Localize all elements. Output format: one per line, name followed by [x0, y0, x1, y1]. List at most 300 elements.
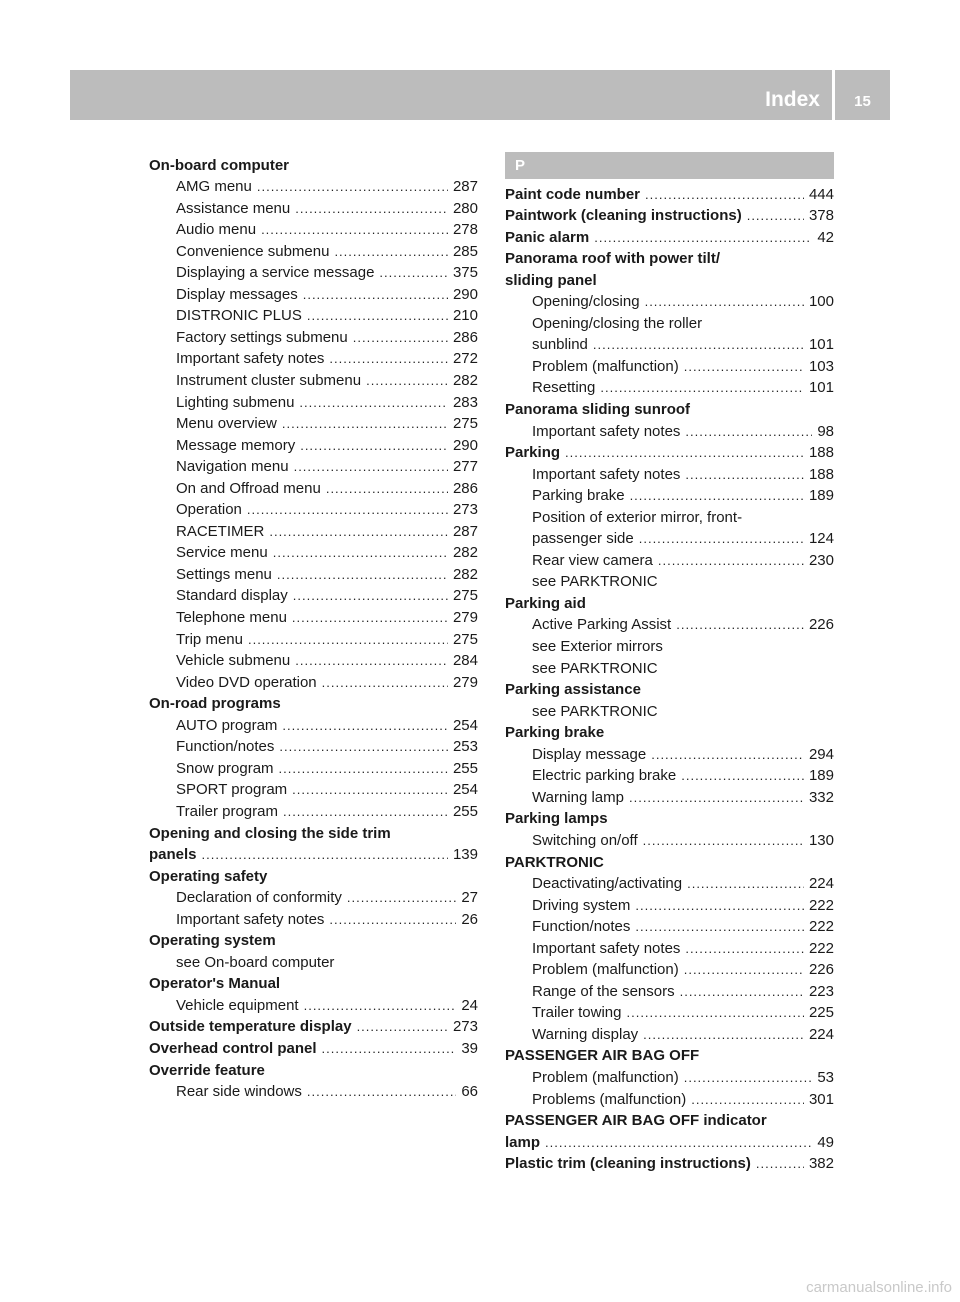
dot-leader — [594, 230, 812, 247]
index-entry — [505, 1087, 834, 1109]
index-entry-page: 188 — [808, 444, 834, 462]
index-entry — [505, 1130, 834, 1152]
dot-leader — [307, 1084, 456, 1101]
index-entry — [505, 419, 834, 441]
index-entry-text: Panorama roof with power tilt/ — [505, 250, 721, 268]
dot-leader — [299, 395, 448, 412]
index-entry — [149, 864, 478, 886]
index-entry-page: 273 — [452, 501, 478, 519]
index-entry-page: 255 — [452, 802, 478, 820]
dot-leader — [329, 351, 448, 368]
index-entry-page: 375 — [452, 264, 478, 282]
index-entry-page: 101 — [808, 336, 834, 354]
index-entry — [505, 1065, 834, 1087]
index-entry — [149, 239, 478, 261]
page-number: 15 — [854, 93, 871, 110]
index-entry — [149, 282, 478, 304]
index-entry-page: 279 — [452, 609, 478, 627]
index-entry-page: 286 — [452, 328, 478, 346]
index-entry-text: Paint code number — [505, 185, 641, 203]
index-entry-text: Important safety notes — [532, 465, 681, 483]
index-entry — [505, 290, 834, 312]
index-entry-page: 226 — [808, 961, 834, 979]
index-entry — [505, 1152, 834, 1174]
index-entry-text: Factory settings submenu — [176, 328, 348, 346]
index-entry — [505, 462, 834, 484]
index-entry-page: 189 — [808, 487, 834, 505]
dot-leader — [294, 459, 448, 476]
dot-leader — [565, 445, 804, 462]
index-entry-text: Function/notes — [176, 738, 275, 756]
index-entry — [505, 936, 834, 958]
dot-leader — [685, 941, 804, 958]
dot-leader — [326, 481, 448, 498]
index-entry-text: Standard display — [176, 587, 288, 605]
dot-leader — [334, 244, 448, 261]
index-entry — [505, 699, 834, 721]
index-entry-text: sunblind — [532, 336, 588, 354]
index-entry-page: 286 — [452, 479, 478, 497]
index-entry-text: Electric parking brake — [532, 767, 677, 785]
index-entry-text: Problem (malfunction) — [532, 357, 679, 375]
index-entry — [505, 204, 834, 226]
index-entry-text: PASSENGER AIR BAG OFF — [505, 1047, 700, 1065]
index-entry-text: Position of exterior mirror, front- — [532, 508, 743, 526]
index-entry-text: Display message — [532, 745, 647, 763]
index-entry-text: Switching on/off — [532, 831, 638, 849]
index-entry — [505, 441, 834, 463]
dot-leader — [295, 653, 448, 670]
index-entry — [149, 562, 478, 584]
index-entry — [149, 627, 478, 649]
index-entry — [149, 756, 478, 778]
index-entry-text: Convenience submenu — [176, 242, 330, 260]
index-entry-text: lamp — [505, 1133, 541, 1151]
index-entry-page: 42 — [817, 228, 834, 246]
index-entry-text: Important safety notes — [532, 422, 681, 440]
index-entry-text: Instrument cluster submenu — [176, 372, 362, 390]
index-entry-text: RACETIMER — [176, 522, 265, 540]
index-entry-text: Overhead control panel — [149, 1039, 317, 1057]
dot-leader — [676, 617, 804, 634]
index-entry-page: 39 — [461, 1039, 478, 1057]
index-entry-page: 98 — [817, 422, 834, 440]
index-entry-page: 189 — [808, 767, 834, 785]
index-entry-page: 254 — [452, 781, 478, 799]
index-entry-page: 290 — [452, 285, 478, 303]
index-entry-page: 254 — [452, 716, 478, 734]
index-entry — [505, 958, 834, 980]
index-entry — [149, 390, 478, 412]
index-entry-text: Panic alarm — [505, 228, 590, 246]
dot-leader — [685, 467, 804, 484]
index-entry-text: Important safety notes — [176, 910, 325, 928]
index-entry — [505, 764, 834, 786]
index-entry-text: Problems (malfunction) — [532, 1090, 687, 1108]
index-entry-page: 130 — [808, 831, 834, 849]
index-entry-text: Rear view camera — [532, 551, 653, 569]
index-entry-text: Parking brake — [505, 724, 605, 742]
dot-leader — [681, 768, 804, 785]
dot-leader — [248, 632, 448, 649]
dot-leader — [366, 373, 448, 390]
index-entry-text: AMG menu — [176, 178, 252, 196]
index-entry-text: Parking brake — [532, 487, 625, 505]
index-entry — [149, 993, 478, 1015]
dot-leader — [277, 567, 448, 584]
index-entry-text: Important safety notes — [532, 939, 681, 957]
index-entry-page: 282 — [452, 565, 478, 583]
index-entry-text: see Exterior mirrors — [532, 638, 663, 656]
index-entry — [505, 1022, 834, 1044]
index-entry-text: Declaration of conformity — [176, 889, 342, 907]
index-entry — [149, 692, 478, 714]
index-entry-text: Vehicle equipment — [176, 996, 299, 1014]
index-entry-page: 103 — [808, 357, 834, 375]
index-entry-text: Trip menu — [176, 630, 243, 648]
dot-leader — [279, 739, 448, 756]
index-entry — [149, 433, 478, 455]
index-entry-text: Important safety notes — [176, 350, 325, 368]
index-entry-text: Warning display — [532, 1025, 639, 1043]
dot-leader — [685, 424, 812, 441]
index-entry — [505, 354, 834, 376]
index-entry-text: Display messages — [176, 285, 298, 303]
dot-leader — [658, 553, 804, 570]
index-entry-page: 225 — [808, 1004, 834, 1022]
index-entry — [505, 785, 834, 807]
index-entry-text: Parking lamps — [505, 810, 608, 828]
dot-leader — [639, 531, 804, 548]
index-entry — [505, 1001, 834, 1023]
index-entry-text: Parking — [505, 444, 561, 462]
index-entry-page: 224 — [808, 1025, 834, 1043]
index-entry — [149, 907, 478, 929]
dot-leader — [329, 912, 456, 929]
index-entry — [505, 872, 834, 894]
index-entry-page: 210 — [452, 307, 478, 325]
index-entry — [149, 325, 478, 347]
index-entry-page: 66 — [461, 1083, 478, 1101]
index-entry-text: Function/notes — [532, 918, 631, 936]
index-entry — [149, 304, 478, 326]
index-entry-text: sliding panel — [505, 271, 597, 289]
index-entry — [505, 484, 834, 506]
dot-leader — [687, 876, 804, 893]
dot-leader — [322, 1041, 457, 1058]
index-entry — [149, 972, 478, 994]
dot-leader — [643, 1027, 804, 1044]
index-column-left — [149, 153, 478, 1101]
index-entry-text: On-board computer — [149, 156, 290, 174]
index-entry — [505, 527, 834, 549]
index-list-right — [505, 182, 834, 1173]
index-entry-text: AUTO program — [176, 716, 278, 734]
index-entry-page: 285 — [452, 242, 478, 260]
dot-leader — [295, 201, 448, 218]
index-entry — [149, 218, 478, 240]
index-entry-page: 275 — [452, 587, 478, 605]
index-entry-text: Message memory — [176, 436, 296, 454]
index-entry — [505, 570, 834, 592]
index-entry-page: 255 — [452, 759, 478, 777]
index-entry — [149, 950, 478, 972]
index-entry — [505, 225, 834, 247]
dot-leader — [684, 1070, 813, 1087]
index-entry-page: 282 — [452, 372, 478, 390]
dot-leader — [269, 524, 448, 541]
dot-leader — [303, 287, 448, 304]
index-entry-page: 253 — [452, 738, 478, 756]
index-entry-text: Warning lamp — [532, 788, 624, 806]
index-entry-page: 273 — [452, 1018, 478, 1036]
index-entry — [149, 929, 478, 951]
index-entry — [505, 613, 834, 635]
index-entry — [149, 735, 478, 757]
dot-leader — [651, 747, 804, 764]
index-entry-page: 275 — [452, 415, 478, 433]
index-entry-text: Operator's Manual — [149, 975, 281, 993]
index-entry-page: 27 — [461, 889, 478, 907]
index-entry-page: 332 — [808, 788, 834, 806]
dot-leader — [680, 984, 804, 1001]
index-entry-page: 224 — [808, 875, 834, 893]
index-entry-page: 444 — [808, 185, 834, 203]
index-entry — [505, 1109, 834, 1131]
index-entry — [149, 886, 478, 908]
index-entry — [149, 821, 478, 843]
index-entry-page: 278 — [452, 221, 478, 239]
index-entry-text: Opening/closing the roller — [532, 314, 703, 332]
dot-leader — [645, 294, 804, 311]
dot-leader — [282, 718, 448, 735]
dot-leader — [247, 502, 448, 519]
index-entry — [149, 843, 478, 865]
index-entry-page: 139 — [452, 846, 478, 864]
index-entry — [149, 261, 478, 283]
letter-heading: P — [505, 152, 834, 179]
dot-leader — [629, 790, 804, 807]
index-entry-text: Audio menu — [176, 221, 257, 239]
dot-leader — [593, 337, 804, 354]
index-entry-page: 226 — [808, 616, 834, 634]
index-entry-text: Settings menu — [176, 565, 272, 583]
index-entry-text: Operation — [176, 501, 242, 519]
index-entry-text: Lighting submenu — [176, 393, 295, 411]
dot-leader — [545, 1135, 812, 1152]
index-entry-text: Trailer program — [176, 802, 278, 820]
index-entry-text: Operating system — [149, 932, 276, 950]
index-entry-text: Service menu — [176, 544, 268, 562]
index-entry-page: 287 — [452, 522, 478, 540]
index-entry-page: 100 — [808, 293, 834, 311]
index-entry-text: Displaying a service message — [176, 264, 375, 282]
index-entry-text: Video DVD operation — [176, 673, 317, 691]
index-entry — [505, 742, 834, 764]
index-entry-text: Plastic trim (cleaning instructions) — [505, 1155, 751, 1173]
index-entry — [149, 541, 478, 563]
dot-leader — [282, 416, 448, 433]
index-entry — [149, 1080, 478, 1102]
index-entry-page: 275 — [452, 630, 478, 648]
index-entry — [505, 850, 834, 872]
index-entry — [505, 376, 834, 398]
index-entry-text: Range of the sensors — [532, 982, 675, 1000]
index-entry-page: 26 — [461, 910, 478, 928]
dot-leader — [635, 919, 804, 936]
index-entry-text: PARKTRONIC — [505, 853, 604, 871]
index-entry-text: see PARKTRONIC — [532, 702, 658, 720]
index-entry-page: 378 — [808, 207, 834, 225]
index-entry-text: Opening and closing the side trim — [149, 824, 391, 842]
index-entry — [149, 498, 478, 520]
dot-leader — [684, 962, 804, 979]
dot-leader — [261, 222, 448, 239]
dot-leader — [273, 545, 448, 562]
dot-leader — [307, 308, 448, 325]
dot-leader — [292, 610, 448, 627]
index-entry-page: 282 — [452, 544, 478, 562]
dot-leader — [257, 179, 448, 196]
dot-leader — [600, 380, 804, 397]
index-entry-text: Snow program — [176, 759, 274, 777]
index-entry-text: see PARKTRONIC — [532, 573, 658, 591]
index-entry-page: 301 — [808, 1090, 834, 1108]
index-entry-text: Menu overview — [176, 415, 277, 433]
index-entry — [149, 412, 478, 434]
index-entry-text: PASSENGER AIR BAG OFF indicator — [505, 1112, 767, 1130]
index-entry — [505, 828, 834, 850]
index-entry-text: Navigation menu — [176, 458, 289, 476]
dot-leader — [756, 1156, 804, 1173]
watermark: carmanualsonline.info — [806, 1279, 952, 1296]
index-entry — [505, 182, 834, 204]
index-entry-text: SPORT program — [176, 781, 288, 799]
index-entry-page: 279 — [452, 673, 478, 691]
index-entry — [505, 678, 834, 700]
dot-leader — [747, 208, 804, 225]
index-entry — [505, 268, 834, 290]
dot-leader — [300, 438, 448, 455]
index-entry-text: On and Offroad menu — [176, 479, 321, 497]
index-entry-page: 53 — [817, 1068, 834, 1086]
index-entry-page: 188 — [808, 465, 834, 483]
dot-leader — [357, 1019, 448, 1036]
index-entry — [505, 311, 834, 333]
index-entry-page: 222 — [808, 918, 834, 936]
index-entry-text: Paintwork (cleaning instructions) — [505, 207, 742, 225]
index-entry — [505, 591, 834, 613]
index-entry — [505, 397, 834, 419]
index-entry-text: Rear side windows — [176, 1083, 302, 1101]
index-entry — [149, 1036, 478, 1058]
dot-leader — [691, 1092, 804, 1109]
index-entry — [505, 807, 834, 829]
index-entry-text: Parking assistance — [505, 681, 641, 699]
index-entry — [149, 196, 478, 218]
index-entry-page: 124 — [808, 530, 834, 548]
index-entry-text: Deactivating/activating — [532, 875, 683, 893]
index-entry — [505, 505, 834, 527]
index-entry — [149, 175, 478, 197]
index-entry — [505, 979, 834, 1001]
index-entry-page: 284 — [452, 652, 478, 670]
index-entry — [149, 519, 478, 541]
index-entry-text: Problem (malfunction) — [532, 1068, 679, 1086]
index-entry — [149, 778, 478, 800]
index-entry-text: Override feature — [149, 1061, 265, 1079]
index-entry-text: panels — [149, 846, 197, 864]
dot-leader — [630, 488, 804, 505]
index-entry — [505, 1044, 834, 1066]
index-entry-page: 222 — [808, 939, 834, 957]
dot-leader — [643, 833, 804, 850]
index-entry — [149, 455, 478, 477]
index-entry — [149, 1058, 478, 1080]
dot-leader — [322, 675, 448, 692]
index-entry-text: Trailer towing — [532, 1004, 622, 1022]
index-entry-text: Telephone menu — [176, 609, 287, 627]
index-entry-text: Operating safety — [149, 867, 268, 885]
index-entry-text: Assistance menu — [176, 199, 291, 217]
index-entry — [149, 347, 478, 369]
index-entry-page: 290 — [452, 436, 478, 454]
index-entry-text: Problem (malfunction) — [532, 961, 679, 979]
dot-leader — [202, 847, 448, 864]
index-entry — [505, 634, 834, 656]
index-entry — [149, 670, 478, 692]
index-entry — [149, 799, 478, 821]
index-entry-page: 283 — [452, 393, 478, 411]
dot-leader — [293, 588, 448, 605]
dot-leader — [626, 1005, 803, 1022]
index-entry-page: 230 — [808, 551, 834, 569]
index-entry — [149, 476, 478, 498]
index-entry-page: 222 — [808, 896, 834, 914]
index-entry-page: 287 — [452, 178, 478, 196]
section-title: Index — [765, 88, 820, 111]
index-entry-text: Driving system — [532, 896, 631, 914]
index-entry — [149, 584, 478, 606]
index-entry — [505, 893, 834, 915]
dot-leader — [279, 761, 448, 778]
index-entry — [149, 1015, 478, 1037]
index-entry-text: see On-board computer — [176, 953, 335, 971]
index-entry — [149, 649, 478, 671]
index-entry — [505, 247, 834, 269]
header-bar — [70, 70, 832, 120]
index-entry — [505, 656, 834, 678]
dot-leader — [684, 359, 804, 376]
index-entry-text: Vehicle submenu — [176, 652, 291, 670]
index-column-right — [505, 153, 834, 1173]
index-entry-page: 277 — [452, 458, 478, 476]
index-entry — [505, 548, 834, 570]
index-entry-page: 101 — [808, 379, 834, 397]
dot-leader — [283, 804, 448, 821]
index-entry — [149, 605, 478, 627]
index-entry — [505, 721, 834, 743]
index-entry — [149, 713, 478, 735]
index-entry — [505, 333, 834, 355]
index-entry — [505, 915, 834, 937]
index-entry-page: 24 — [461, 996, 478, 1014]
index-entry-page: 294 — [808, 745, 834, 763]
index-entry-page: 223 — [808, 982, 834, 1000]
index-entry-page: 49 — [817, 1133, 834, 1151]
index-entry-text: Active Parking Assist — [532, 616, 672, 634]
index-entry-text: Opening/closing — [532, 293, 640, 311]
